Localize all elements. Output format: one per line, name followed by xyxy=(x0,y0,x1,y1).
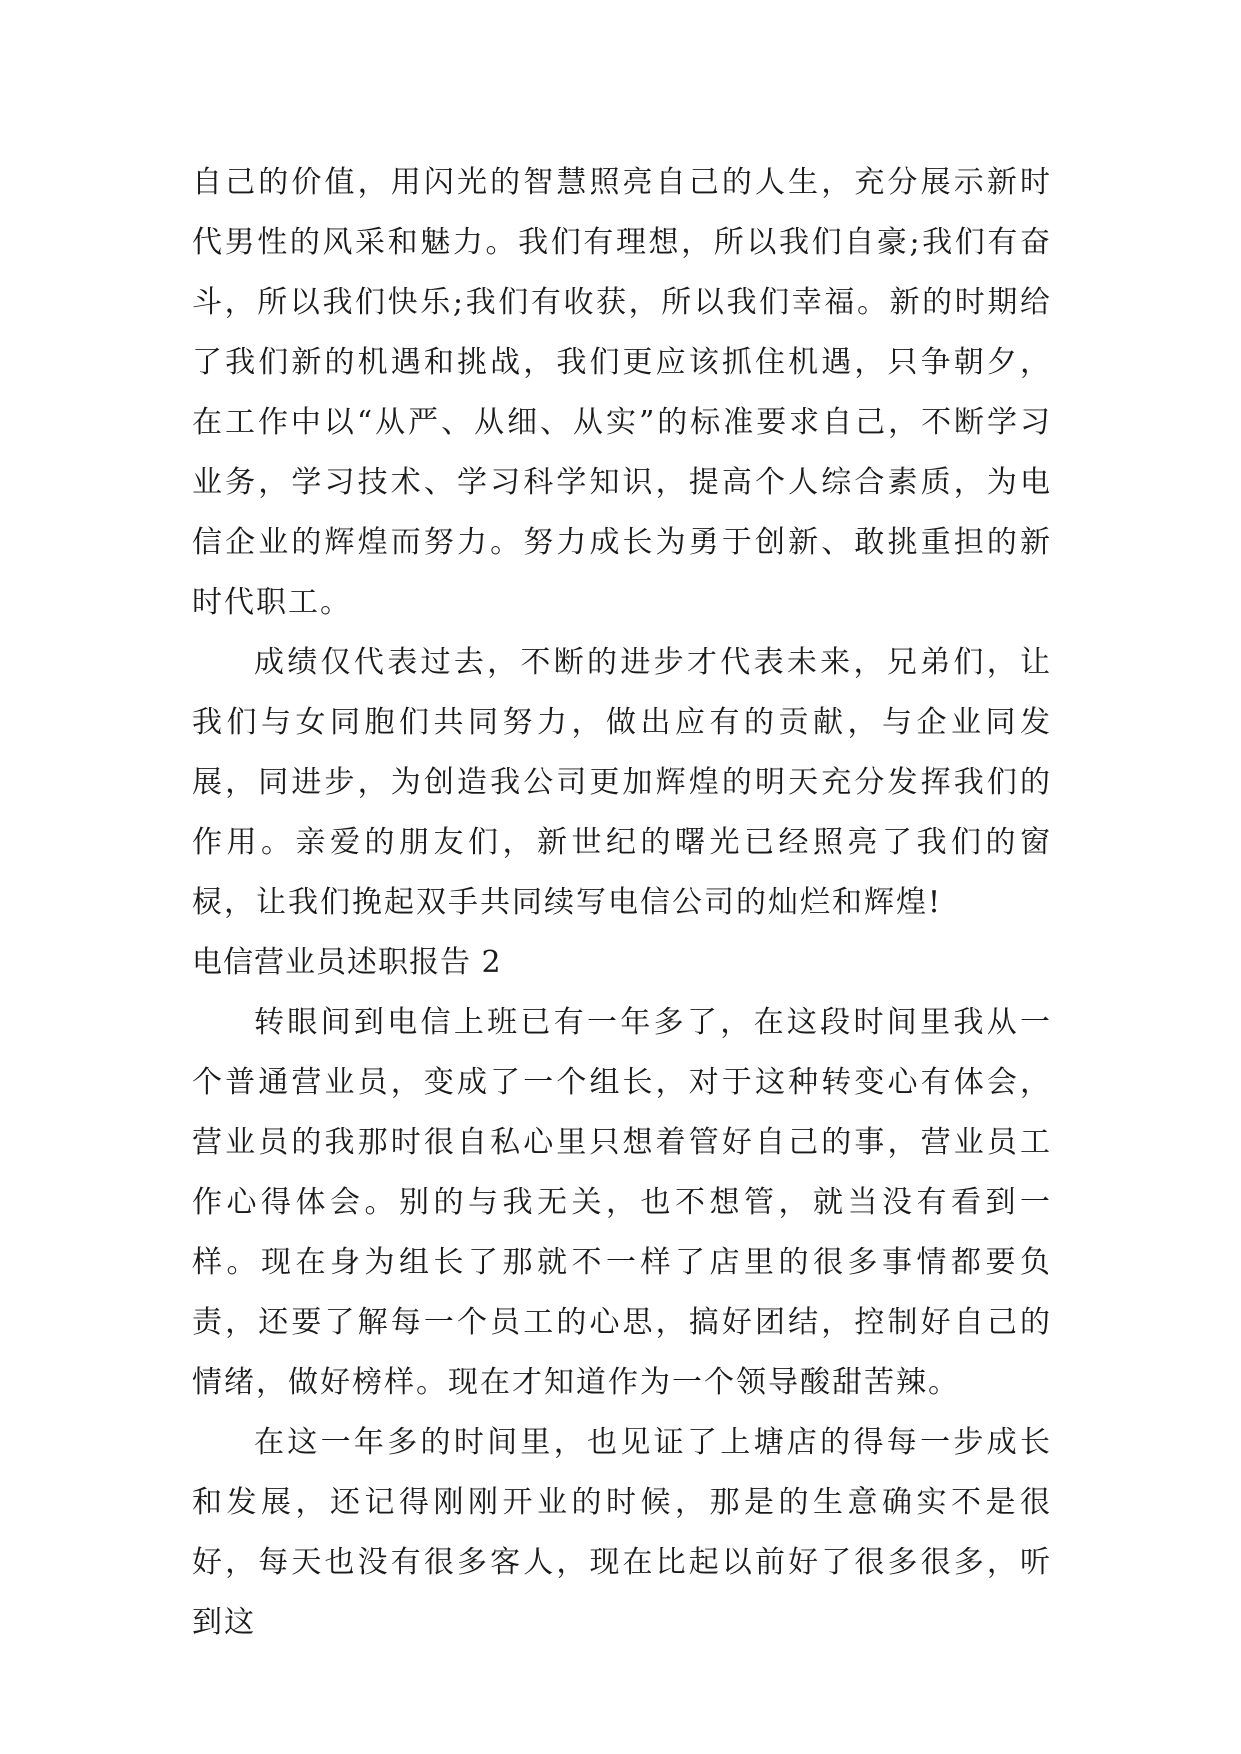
paragraph-report-growth: 在这一年多的时间里，也见证了上塘店的得每一步成长和发展，还记得刚刚开业的时候，那是的生意确实不是很好，每天也没有很多客人，现在比起以前好了很多很多，听到这 xyxy=(192,1425,1052,1640)
paragraph-report-intro: 转眼间到电信上班已有一年多了，在这段时间里我从一个普通营业员，变成了一个组长，对于这种转变心有体会，营业员的我那时很自私心里只想着管好自己的事，营业员工作心得体会。别的与我无关，也不想管，就当没有看到一样。现在身为组长了那就不一样了店里的很多事情都要负责，还要了解每一个员工的心思，搞好团结，控制好自己的情绪，做好榜样。现在才知道作为一个领导酸甜苦辣。 xyxy=(192,1005,1052,1400)
section-title: 电信营业员述职报告 2 xyxy=(192,945,502,980)
paragraph-continuation: 自己的价值，用闪光的智慧照亮自己的人生，充分展示新时代男性的风采和魅力。我们有理想，所以我们自豪;我们有奋斗，所以我们快乐;我们有收获，所以我们幸福。新的时期给了我们新的机遇和挑战，我们更应该抓住机遇，只争朝夕，在工作中以“从严、从细、从实”的标准要求自己，不断学习业务，学习技术、学习科学知识，提高个人综合素质，为电信企业的辉煌而努力。努力成长为勇于创新、敢挑重担的新时代职工。 xyxy=(192,165,1052,620)
document-body xyxy=(192,153,1052,1653)
paragraph-closing: 成绩仅代表过去，不断的进步才代表未来，兄弟们，让我们与女同胞们共同努力，做出应有的贡献，与企业同发展，同进步，为创造我公司更加辉煌的明天充分发挥我们的作用。亲爱的朋友们，新世纪的曙光已经照亮了我们的窗棂，让我们挽起双手共同续写电信公司的灿烂和辉煌! xyxy=(192,645,1052,920)
